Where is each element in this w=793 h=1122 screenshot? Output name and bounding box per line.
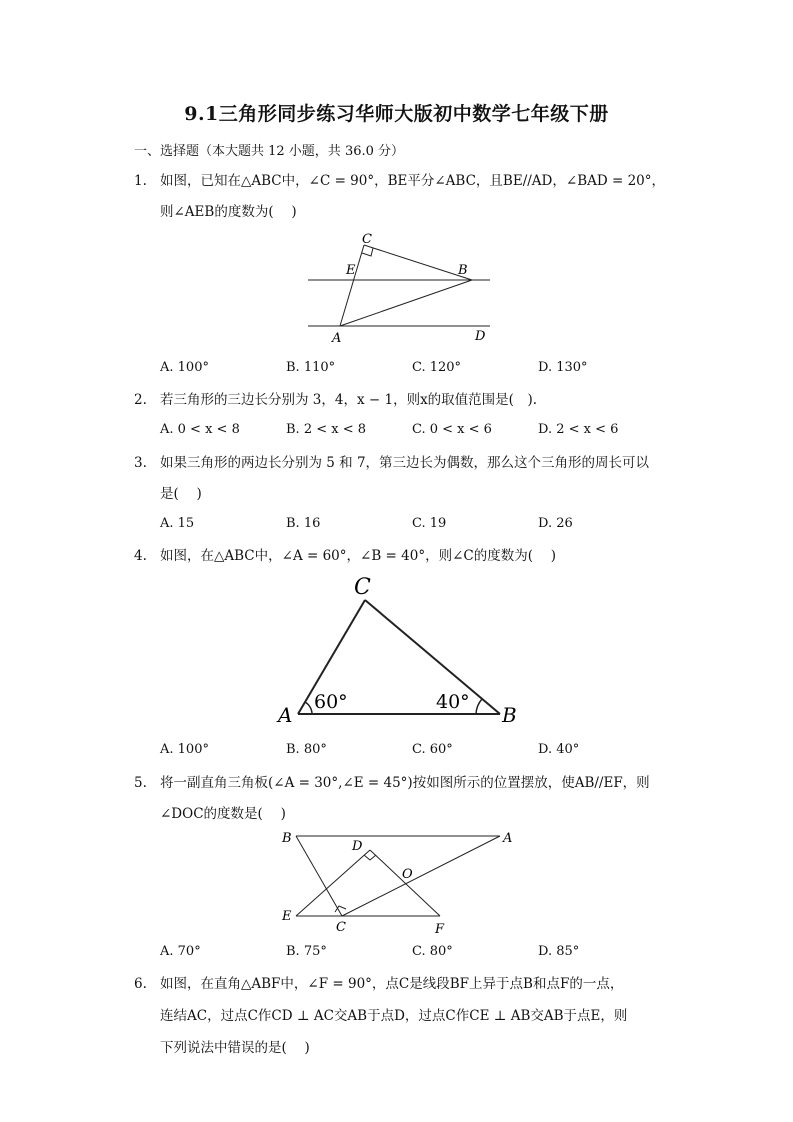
label-a: A — [332, 331, 342, 346]
question-3-number: 3. — [134, 455, 147, 471]
question-5-figure — [278, 828, 518, 936]
label-c: C — [362, 232, 372, 247]
question-2-option-a: A. 0 < x < 8 — [160, 422, 240, 437]
angle-b-arc — [476, 699, 482, 714]
label-d: D — [352, 839, 363, 854]
question-1-line-1: 如图，已知在△ABC中，∠C = 90°，BE平分∠ABC，且BE//AD，∠BAD = 20°， — [160, 173, 666, 189]
question-5-line-2: ∠DOC的度数是( ) — [160, 806, 286, 822]
page-title: 9.1三角形同步练习华师大版初中数学七年级下册 — [184, 103, 609, 125]
label-c: C — [336, 920, 346, 935]
side-ed — [296, 850, 370, 916]
question-5-option-c: C. 80° — [412, 944, 453, 959]
label-d: D — [475, 329, 486, 344]
side-ac — [342, 836, 500, 916]
section-heading: 一、选择题（本大题共 12 小题，共 36.0 分） — [134, 144, 405, 159]
question-3-option-c: C. 19 — [412, 516, 447, 531]
label-f: F — [435, 922, 445, 936]
label-o: O — [402, 867, 413, 882]
question-2-number: 2. — [134, 392, 147, 408]
question-5-number: 5. — [134, 775, 147, 791]
question-1-figure — [300, 228, 500, 346]
label-e: E — [282, 909, 292, 924]
label-a: A — [503, 831, 513, 846]
question-3-line-2: 是( ) — [160, 486, 202, 502]
label-b: B — [502, 703, 517, 727]
question-4-line-1: 如图，在△ABC中，∠A = 60°，∠B = 40°，则∠C的度数为( ) — [160, 548, 557, 564]
question-1-option-a: A. 100° — [160, 360, 209, 375]
angle-b-label: 40° — [436, 691, 470, 713]
side-ac — [340, 245, 364, 326]
side-cb — [364, 245, 472, 280]
label-b: B — [458, 263, 468, 278]
question-4-option-c: C. 60° — [412, 742, 453, 757]
question-4-option-a: A. 100° — [160, 742, 209, 757]
question-4-number: 4. — [134, 548, 147, 564]
question-1-option-d: D. 130° — [538, 360, 588, 375]
question-3-option-a: A. 15 — [160, 516, 195, 531]
question-1-option-b: B. 110° — [286, 360, 336, 375]
question-6-line-3: 下列说法中错误的是( ) — [160, 1040, 310, 1056]
question-4-option-d: D. 40° — [538, 742, 580, 757]
question-5-line-1: 将一副直角三角板(∠A = 30°,∠E = 45°)按如图所示的位置摆放，使AB//EF，则 — [160, 775, 650, 791]
question-4-figure — [270, 570, 530, 730]
question-1-number: 1. — [134, 173, 147, 189]
question-2-option-b: B. 2 < x < 8 — [286, 422, 367, 437]
question-6-line-1: 如图，在直角△ABF中，∠F = 90°，点C是线段BF上异于点B和点F的一点， — [160, 976, 624, 992]
question-4-option-b: B. 80° — [286, 742, 327, 757]
label-e: E — [346, 263, 356, 278]
label-b: B — [282, 831, 292, 846]
question-1-line-2: 则∠AEB的度数为( ) — [160, 204, 297, 220]
question-2-line-1: 若三角形的三边长分别为 3，4，x − 1，则x的取值范围是( ). — [160, 392, 538, 408]
question-6-number: 6. — [134, 976, 147, 992]
question-5-option-b: B. 75° — [286, 944, 327, 959]
label-c: C — [354, 575, 371, 600]
angle-a-label: 60° — [314, 691, 348, 713]
question-5-option-d: D. 85° — [538, 944, 580, 959]
right-angle-mark-d — [364, 855, 376, 860]
question-5-option-a: A. 70° — [160, 944, 201, 959]
side-df — [370, 850, 440, 916]
question-3-option-b: B. 16 — [286, 516, 321, 531]
label-a: A — [278, 703, 293, 727]
question-1-option-c: C. 120° — [412, 360, 462, 375]
question-3-line-1: 如果三角形的两边长分别为 5 和 7，第三边长为偶数，那么这个三角形的周长可以 — [160, 455, 650, 471]
side-ab — [340, 280, 472, 326]
question-2-option-c: C. 0 < x < 6 — [412, 422, 492, 437]
question-3-option-d: D. 26 — [538, 516, 573, 531]
angle-a-arc — [305, 702, 312, 714]
question-6-line-2: 连结AC，过点C作CD ⊥ AC交AB于点D，过点C作CE ⊥ AB交AB于点E，则 — [160, 1008, 628, 1024]
right-angle-mark — [362, 248, 373, 256]
side-bc — [365, 600, 500, 714]
side-bc — [296, 836, 342, 916]
question-2-option-d: D. 2 < x < 6 — [538, 422, 619, 437]
